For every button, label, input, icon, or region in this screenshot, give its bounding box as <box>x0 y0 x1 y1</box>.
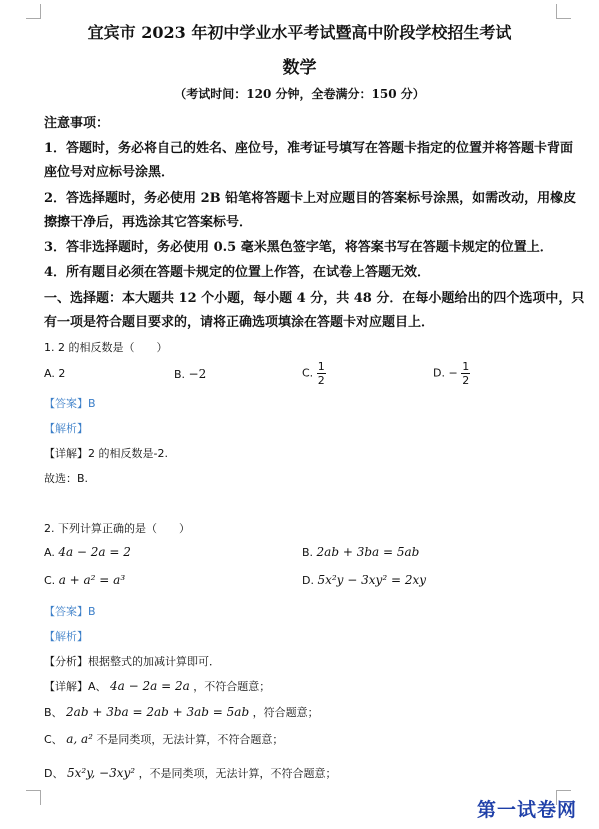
q2-detail-d-expr: 5x²y, −3xy² <box>66 766 136 780</box>
q2-stem: 2. 下列计算正确的是（ ） <box>44 522 190 535</box>
q2-option-c-label: C. <box>44 574 56 587</box>
q1-option-d <box>433 361 470 386</box>
q2-detail-a-suffix: ，不符合题意； <box>193 680 271 693</box>
q1-option-c-label: C. <box>302 366 314 380</box>
exam-title: 宜宾市 2023 年初中学业水平考试暨高中阶段学校招生考试 <box>87 23 512 42</box>
q2-option-b-expr: 2ab + 3ba = 5ab <box>316 545 420 559</box>
q2-analysis-text: 【分析】根据整式的加减计算即可． <box>44 655 220 668</box>
section-intro-line-2: 有一项是符合题目要求的，请将正确选项填涂在答题卡对应题目上． <box>44 315 435 330</box>
q1-option-d-sign: − <box>448 366 458 380</box>
q2-option-d <box>302 573 426 587</box>
q2-option-b <box>302 545 419 559</box>
q2-detail-b-prefix: B、 <box>44 706 63 719</box>
q2-answer: 【答案】B <box>44 605 96 618</box>
q2-detail-c-expr: a, a² <box>66 732 93 746</box>
q2-detail-d-suffix: ，不是同类项，无法计算，不符合题意； <box>138 767 337 780</box>
q1-option-d-fraction <box>461 361 470 386</box>
q2-detail-b-expr: 2ab + 3ba = 2ab + 3ab = 5ab <box>66 705 250 719</box>
q2-option-a-expr: 4a − 2a = 2 <box>58 545 131 559</box>
note-4: 4．所有题目必须在答题卡规定的位置上作答，在试卷上答题无效． <box>44 265 431 280</box>
q2-detail-d <box>44 765 337 781</box>
q1-stem: 1. 2 的相反数是（ ） <box>44 341 168 354</box>
notes-heading: 注意事项： <box>44 116 110 131</box>
q2-detail-d-prefix: D、 <box>44 767 64 780</box>
exam-meta: （考试时间：120 分钟，全卷满分：150 分） <box>174 87 425 101</box>
section-intro-line-1: 一、选择题：本大题共 12 个小题，每小题 4 分，共 48 分．在每小题给出的四个选项中，只 <box>44 291 585 306</box>
q2-detail-a-prefix: 【详解】A、 <box>44 680 107 693</box>
q1-conclusion: 故选：B. <box>44 472 89 485</box>
note-3: 3．答非选择题时，务必使用 0.5 毫米黑色签字笔，将答案书写在答题卡规定的位置上． <box>44 240 553 255</box>
q1-answer: 【答案】B <box>44 397 96 410</box>
q2-option-d-label: D. <box>302 574 314 587</box>
q1-option-b <box>174 367 206 381</box>
q2-detail-a-expr: 4a − 2a = 2a <box>110 679 190 693</box>
q1-option-b-value: −2 <box>188 367 207 381</box>
q1-option-a: A. 2 <box>44 367 66 380</box>
q1-option-c <box>302 361 326 386</box>
q1-analysis-tag: 【解析】 <box>44 422 88 435</box>
crop-mark-bottom-left <box>26 790 41 805</box>
q1-option-b-label: B. <box>174 368 186 381</box>
fraction-denominator: 2 <box>317 374 325 387</box>
q2-detail-c-suffix: 不是同类项，无法计算，不符合题意； <box>96 733 284 746</box>
q2-option-a <box>44 545 131 559</box>
watermark-logo: 第一试卷网 <box>476 799 577 821</box>
q2-detail-b-suffix: ，符合题意； <box>252 706 319 719</box>
q2-option-c-expr: a + a² = a³ <box>58 573 126 587</box>
q2-option-b-label: B. <box>302 546 314 559</box>
note-2-line-2: 擦擦干净后，再选涂其它答案标号． <box>44 215 253 230</box>
q2-detail-c <box>44 731 283 747</box>
crop-mark-top-left <box>26 4 41 19</box>
fraction-denominator: 2 <box>462 374 470 387</box>
q2-option-c <box>44 573 125 587</box>
subject-title: 数学 <box>282 58 317 78</box>
q2-detail-a <box>44 678 270 694</box>
fraction-numerator: 1 <box>317 360 325 373</box>
q1-option-c-fraction <box>317 361 326 386</box>
note-2-line-1: 2．答选择题时，务必使用 2B 铅笔将答题卡上对应题目的答案标号涂黑，如需改动，用橡皮 <box>44 191 577 206</box>
q2-option-d-expr: 5x²y − 3xy² = 2xy <box>317 573 427 587</box>
crop-mark-top-right <box>556 4 571 19</box>
note-1-line-1: 1．答题时，务必将自己的姓名、座位号，准考证号填写在答题卡指定的位置并将答题卡背面 <box>44 141 574 156</box>
q2-detail-b <box>44 704 319 720</box>
q2-detail-c-prefix: C、 <box>44 733 63 746</box>
fraction-numerator: 1 <box>462 360 470 373</box>
q1-option-d-label: D. <box>433 366 445 380</box>
q1-detail: 【详解】2 的相反数是-2. <box>44 447 168 460</box>
q2-option-a-label: A. <box>44 546 55 559</box>
note-1-line-2: 座位号对应标号涂黑． <box>44 165 175 180</box>
q2-analysis-tag: 【解析】 <box>44 630 88 643</box>
